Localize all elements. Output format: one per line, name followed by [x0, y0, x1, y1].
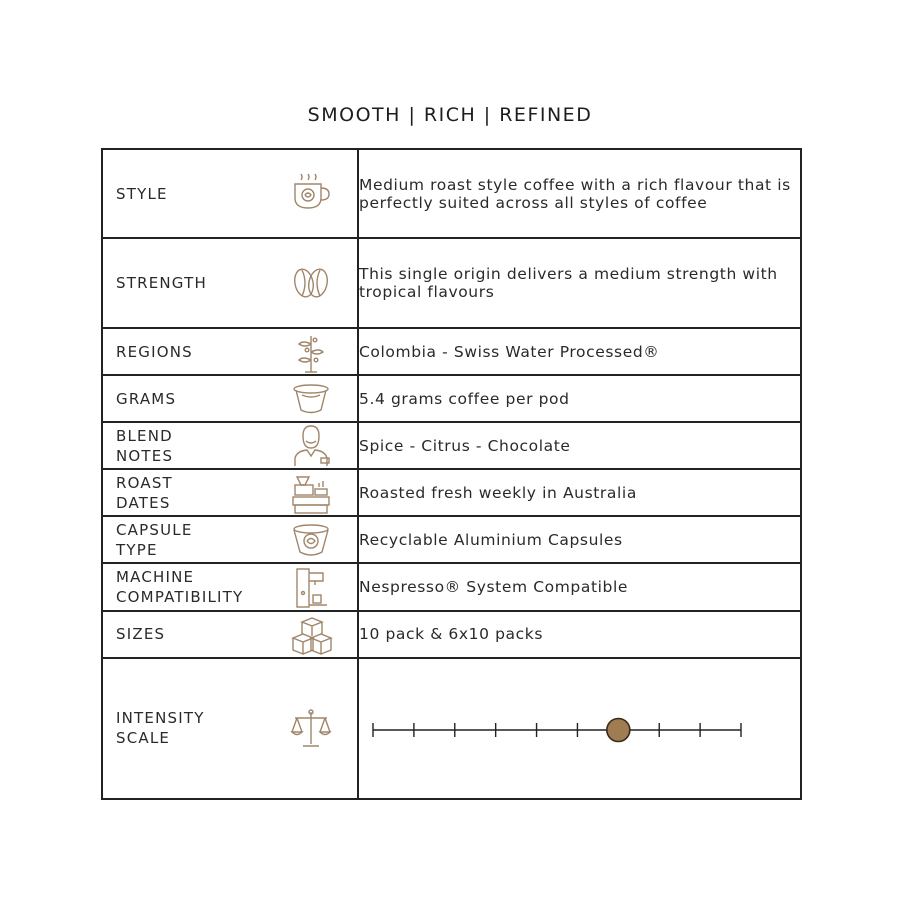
capsule-icon — [289, 518, 333, 562]
row-label: MACHINE COMPATIBILITY — [116, 567, 244, 606]
coffee-cup-icon — [289, 172, 333, 216]
spec-row-machine-compatibility — [102, 563, 801, 610]
headline: SMOOTH | RICH | REFINED — [307, 104, 593, 126]
row-label: BLEND NOTES — [116, 426, 174, 465]
row-value: Spice - Citrus - Chocolate — [358, 422, 801, 469]
row-label: ROAST DATES — [116, 473, 173, 512]
coffee-plant-icon — [289, 330, 333, 374]
row-value: 10 pack & 6x10 packs — [358, 611, 801, 658]
spec-row-regions — [102, 328, 801, 375]
boxes-icon — [289, 612, 333, 656]
balance-scale-icon — [289, 706, 333, 750]
spec-row-grams — [102, 375, 801, 422]
spec-table — [101, 148, 802, 800]
spec-row-strength — [102, 238, 801, 327]
intensity-scale-graphic — [367, 699, 787, 757]
row-value: 5.4 grams coffee per pod — [358, 375, 801, 422]
row-value: Colombia - Swiss Water Processed® — [358, 328, 801, 375]
row-label: GRAMS — [116, 389, 177, 408]
spec-row-sizes — [102, 611, 801, 658]
intensity-scale — [359, 699, 800, 757]
row-value: This single origin delivers a medium strength with tropical flavours — [358, 238, 801, 327]
coffee-bean-icon — [289, 261, 333, 305]
spec-row-capsule-type — [102, 516, 801, 563]
roaster-icon — [289, 471, 333, 515]
row-label: INTENSITY SCALE — [116, 709, 205, 748]
row-label: STRENGTH — [116, 274, 207, 293]
row-label: STYLE — [116, 184, 168, 203]
coffee-pod-icon — [289, 377, 333, 421]
spec-row-intensity-scale — [102, 658, 801, 799]
row-label: REGIONS — [116, 342, 193, 361]
row-label: CAPSULE TYPE — [116, 520, 193, 559]
spec-row-roast-dates — [102, 469, 801, 516]
row-value: Nespresso® System Compatible — [358, 563, 801, 610]
intensity-marker — [607, 719, 630, 742]
spec-row-style — [102, 149, 801, 238]
spec-row-blend-notes — [102, 422, 801, 469]
coffee-machine-icon — [289, 565, 333, 609]
row-value: Roasted fresh weekly in Australia — [358, 469, 801, 516]
row-label: SIZES — [116, 625, 166, 644]
row-value: Medium roast style coffee with a rich flavour that is perfectly suited across all styles of coffee — [358, 149, 801, 238]
barista-icon — [289, 424, 333, 468]
intensity-cell — [358, 658, 801, 799]
row-value: Recyclable Aluminium Capsules — [358, 516, 801, 563]
